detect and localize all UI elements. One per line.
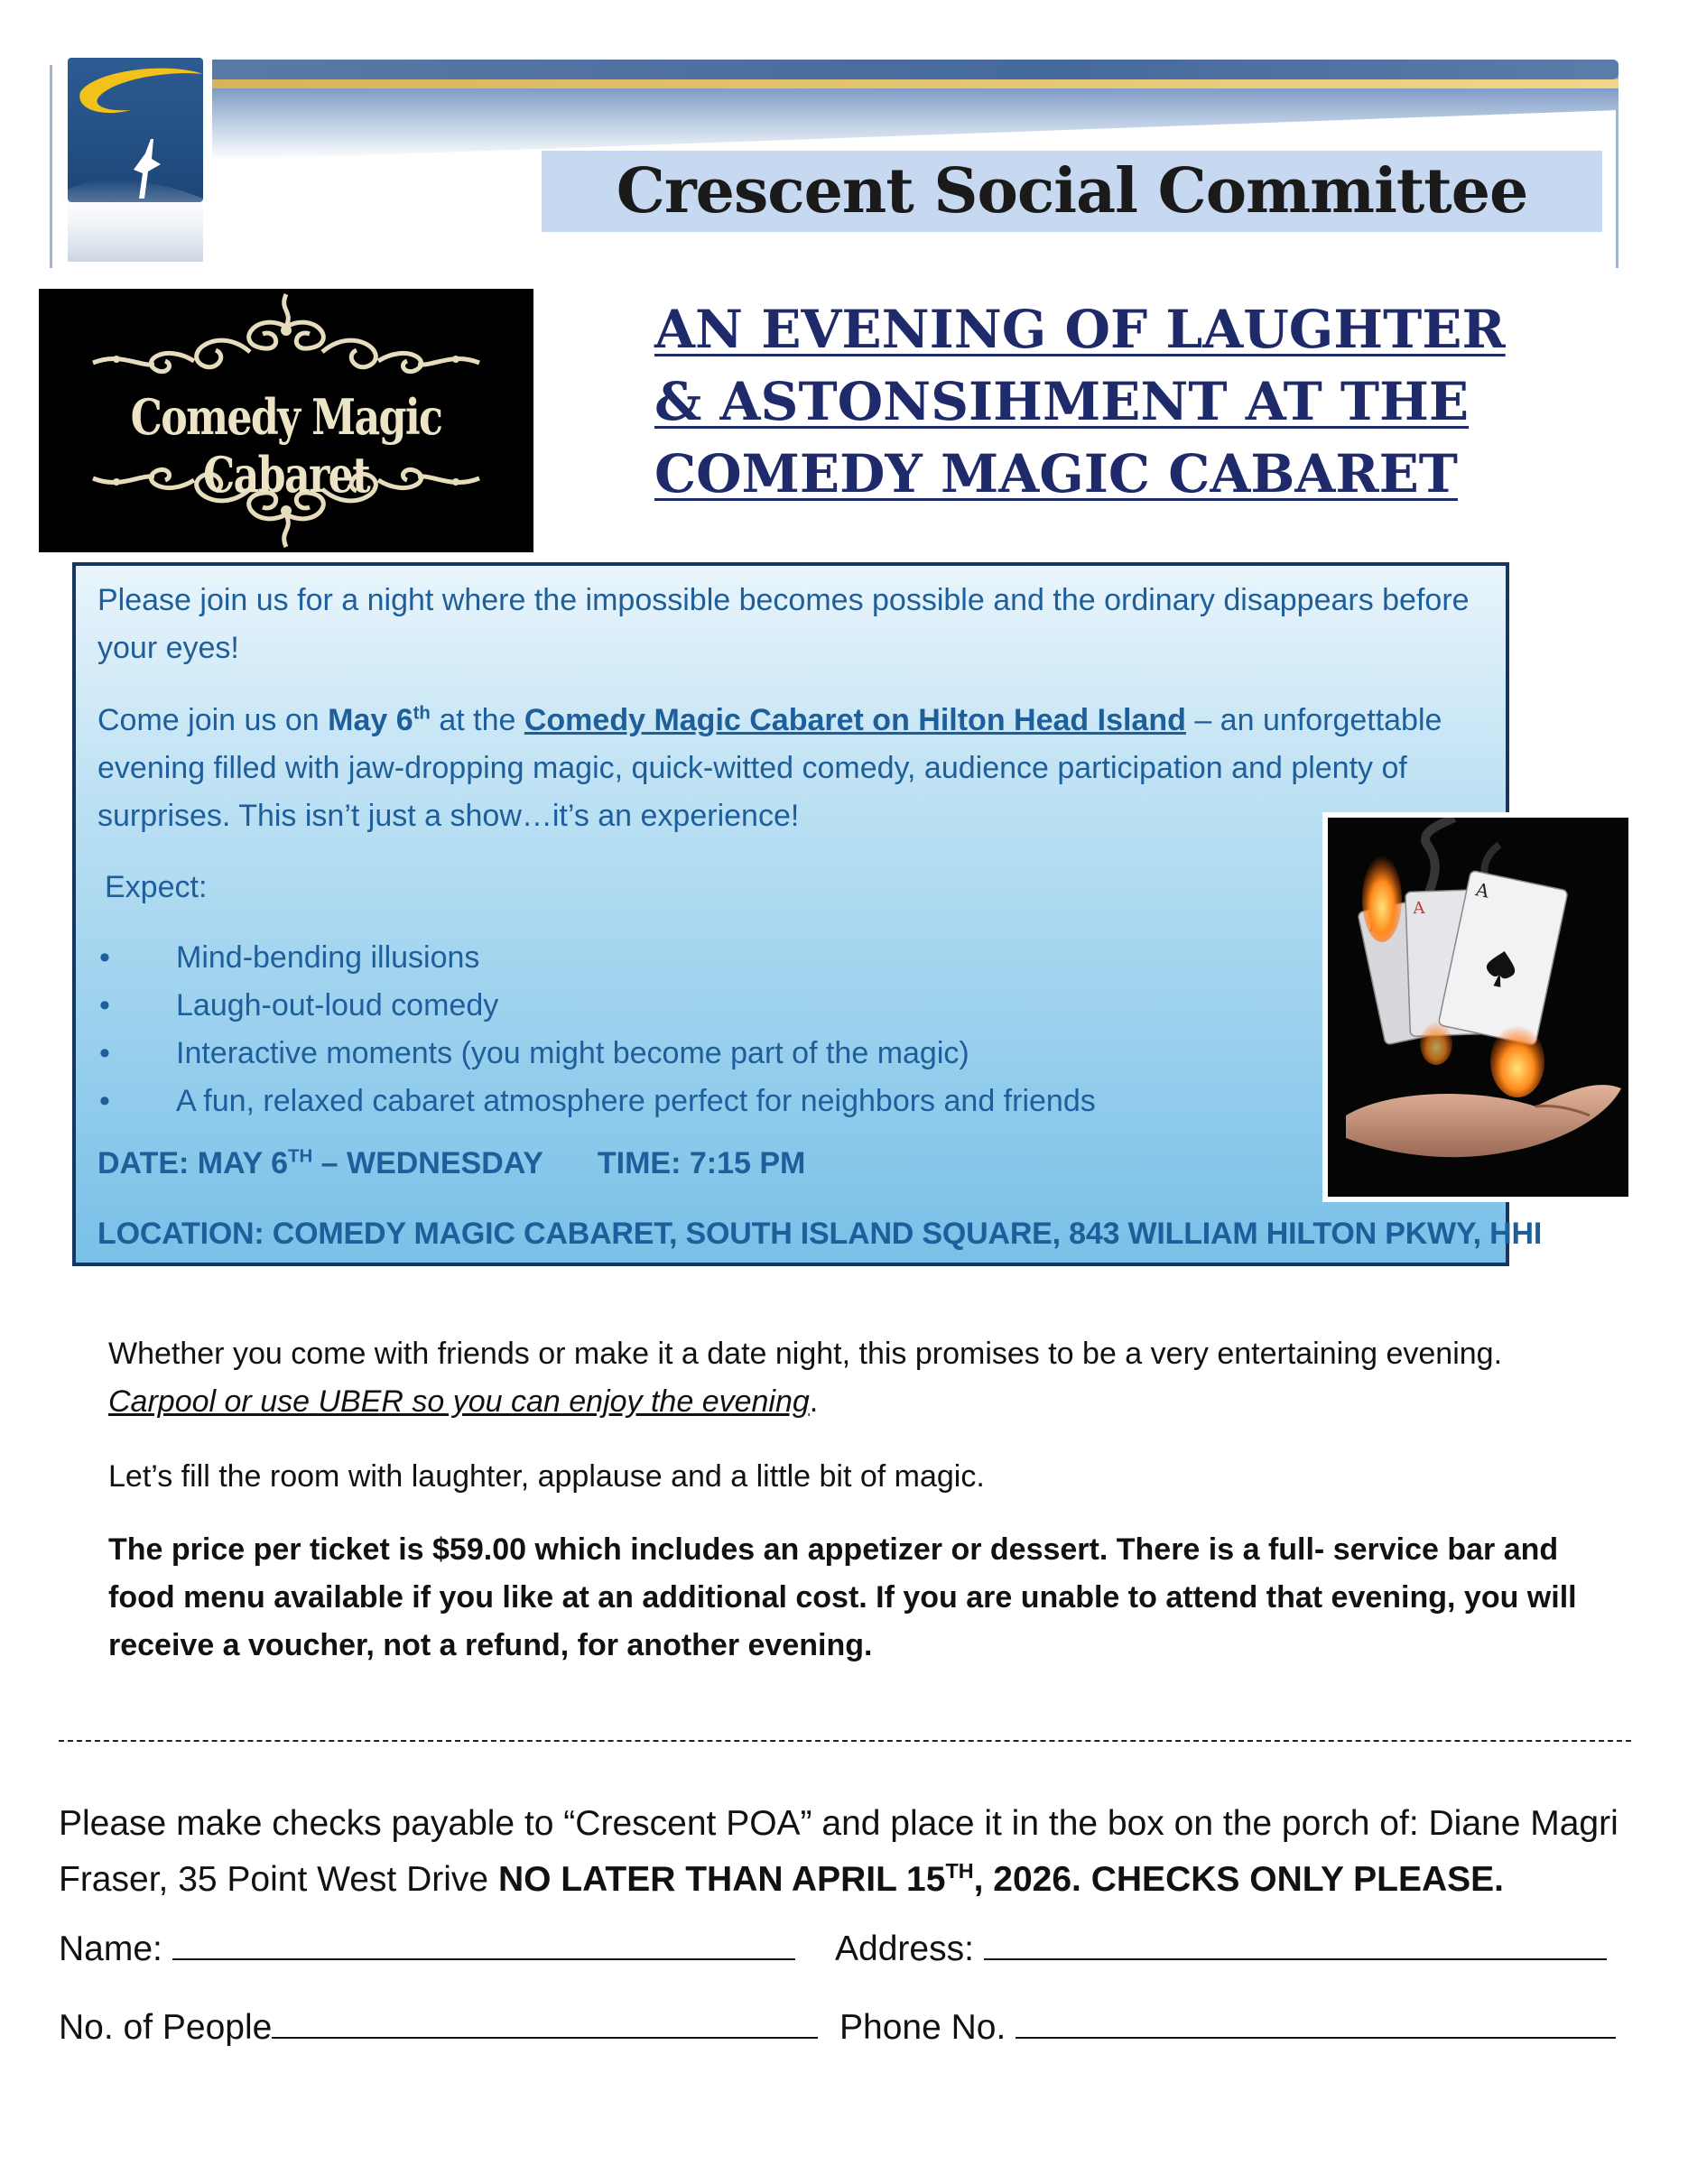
letterhead-wave: [212, 88, 1618, 161]
join-at: at the: [430, 703, 524, 737]
list-item: • Interactive moments (you might become part of the magic): [97, 1030, 1096, 1078]
tear-off-divider: [59, 1740, 1631, 1742]
event-info-box: [72, 562, 1543, 1266]
committee-title: Crescent Social Committee: [616, 155, 1528, 227]
list-item: • Laugh-out-loud comedy: [97, 982, 1096, 1030]
flaming-cards-image: [1328, 818, 1628, 1197]
event-date-time: [97, 1140, 805, 1188]
join-pre: Come join us on: [97, 703, 329, 737]
letterhead: [50, 47, 1620, 268]
expect-label: Expect:: [105, 870, 208, 904]
cabaret-logo-text: Comedy Magic Cabaret: [130, 388, 442, 504]
svg-text:A: A: [1413, 898, 1425, 919]
venue-link[interactable]: Comedy Magic Cabaret on Hilton Head Island: [524, 703, 1186, 737]
body-paragraph-2: Let’s fill the room with laughter, applause and a little bit of magic.: [108, 1459, 985, 1494]
address-label: Address:: [835, 1930, 984, 1968]
svg-text:A: A: [1473, 878, 1492, 902]
name-label: Name:: [59, 1930, 172, 1968]
event-time: TIME: 7:15 PM: [597, 1146, 806, 1180]
event-headline: [654, 293, 1557, 510]
letterhead-gold-bar: [212, 79, 1618, 88]
crescent-logo: [68, 54, 221, 262]
name-field[interactable]: [59, 1930, 795, 1969]
letterhead-left-rule: [50, 65, 52, 268]
bullet-icon: •: [99, 1036, 110, 1070]
list-item: • A fun, relaxed cabaret atmosphere perfect for neighbors and friends: [97, 1078, 1096, 1125]
headline-line-2: & ASTONSIHMENT AT THE: [654, 371, 1470, 432]
magic-cards-photo: [1322, 812, 1634, 1202]
bullet-icon: •: [99, 988, 110, 1023]
carpool-note: Carpool or use UBER so you can enjoy the evening: [108, 1384, 810, 1419]
checks-instructions: Please make checks payable to “Crescent POA” and place it in the box on the porch of: Diane Magri Fraser, 35 Point West Drive NO LATER THAN APRIL 15TH, 2026. CHECKS ONLY PLEASE.: [59, 1804, 1618, 1899]
address-blank[interactable]: [984, 1958, 1607, 1960]
phone-blank[interactable]: [1016, 2037, 1616, 2039]
headline-line-3: COMEDY MAGIC CABARET: [654, 443, 1458, 504]
bullet-icon: •: [99, 940, 110, 975]
info-intro: Please join us for a night where the impossible becomes possible and the ordinary disappears before your eyes!: [97, 583, 1470, 665]
name-blank[interactable]: [172, 1958, 795, 1960]
phone-label: Phone No.: [839, 2008, 1016, 2047]
list-item: • Mind-bending illusions: [97, 934, 1096, 982]
body-paragraph-1: Whether you come with friends or make it a date night, this promises to be a very entertaining evening. Carpool or use UBER so you can enjoy the evening.: [108, 1337, 1503, 1419]
headline-line-1: AN EVENING OF LAUGHTER: [654, 299, 1506, 360]
price-paragraph: The price per ticket is $59.00 which includes an appetizer or dessert. There is a full- service bar and food menu available if you like at an additional cost. If you are unable to attend that evening, you will receive a voucher, not a refund, for another evening.: [108, 1532, 1577, 1662]
people-count-field[interactable]: [59, 2008, 818, 2048]
people-label: No. of People: [59, 2008, 273, 2047]
bullet-icon: •: [99, 1084, 110, 1118]
people-blank[interactable]: [272, 2037, 818, 2039]
letterhead-blue-bar: [212, 60, 1618, 79]
join-post: – an unforgettable evening filled with jaw-dropping magic, quick-witted comedy, audience participation and plenty of surprises. This isn’t just a show…it’s an experience!: [97, 703, 1442, 833]
deadline-notice: NO LATER THAN APRIL 15TH, 2026. CHECKS ONLY PLEASE.: [497, 1859, 1505, 1899]
address-field[interactable]: [835, 1930, 1607, 1969]
join-date: May 6th: [328, 703, 431, 737]
phone-field[interactable]: [839, 2008, 1616, 2048]
cabaret-logo-banner: [39, 289, 533, 552]
expect-list: [97, 934, 1096, 1125]
event-date: DATE: MAY 6TH – WEDNESDAY: [97, 1146, 543, 1180]
info-join-paragraph: [97, 697, 1497, 840]
event-location: LOCATION: COMEDY MAGIC CABARET, SOUTH ISLAND SQUARE, 843 WILLIAM HILTON PKWY, HHI: [97, 1217, 1543, 1251]
letterhead-title-box: [542, 151, 1602, 232]
